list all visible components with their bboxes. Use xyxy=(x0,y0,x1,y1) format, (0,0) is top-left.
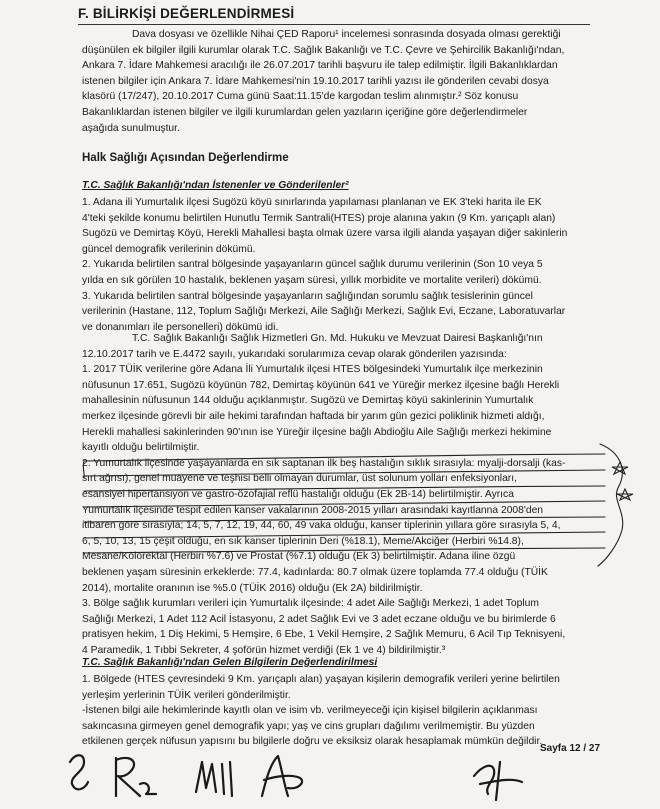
response-line: pratisyen hekim, 1 Diş Hekimi, 5 Hemşire, 6 Ebe, 1 Vekil Hemşire, 2 Sağlık Memuru, 6 Acil Tıp Teknisyeni, xyxy=(82,629,566,641)
page-number: Sayfa 12 / 27 xyxy=(540,743,601,754)
response-line: 6, 5, 10, 13, 15 çeşit olduğu, en sık kanser tiplerinin Deri (%18.1), Meme/Akciğer (Herbiri %14.8), xyxy=(82,535,524,547)
title-underline xyxy=(78,24,590,25)
requested-line: 4'teki şekilde konumu belirtilen Hunutlu Termik Santrali(HTES) proje alanına yakın (9 Km. yarıçaplı alan) xyxy=(82,212,556,224)
response-line: Mesane/Kolorektal (Herbiri %7.6) ve Prostat (%7.1) olduğu (Ek 3) belirtilmiştir. Adana iline özgü xyxy=(82,551,516,563)
signature-mark xyxy=(196,762,232,796)
response-line: sırt ağrısı), genel muayene ve teşhisi belli olmayan durumlar, üst solunum yolları enfeksiyonları, xyxy=(82,473,517,485)
evaluation-line: etkilenen gerçek nüfusun yapısını bu bilgilerle doğru ve eksiksiz olarak hesaplamak mümkün değildir. xyxy=(82,736,543,748)
signature-mark xyxy=(116,758,156,796)
section-title: F. BİLİRKİŞİ DEĞERLENDİRMESİ xyxy=(78,6,295,21)
requested-line: güncel demografik verilerinin dökümü. xyxy=(82,243,256,255)
response-line: 3. Bölge sağlık kurumları verileri için Yumurtalık ilçesinde: 4 adet Aile Sağlığı Merkezi, 1 adet Toplum xyxy=(82,598,539,610)
margin-bracket xyxy=(598,444,623,566)
intro-line: Ankara 7. İdare Mahkemesi aracılığı ile 26.07.2017 tarihli başvuru ile talep edilmiştir. İlgili Bakanlıklardan xyxy=(82,60,558,72)
response-line: 4 Paramedik, 1 Tıbbi Sekreter, 4 şoförün hizmet verdiği (Ek 1 ve 4) bildirilmiştir.³ xyxy=(82,644,446,656)
star-mark xyxy=(612,462,628,474)
requested-items xyxy=(82,195,594,335)
intro-line: Bakanlıklardan istenen bilgiler ve ilgili kurumlardan gelen yazıların içeriğine göre değerlendirmeler xyxy=(82,106,528,118)
signature-strip xyxy=(0,740,660,809)
intro-line: klasörü (17/247), 20.10.2017 Cuma günü Saat:11.15'de kargodan teslim alınmıştır.² Söz konusu xyxy=(82,91,519,103)
evaluation-line: yerleşim yerlerinin TÜİK verileri gönderilmiştir. xyxy=(82,689,291,701)
evaluation-heading: T.C. Sağlık Bakanlığı'ndan Gelen Bilgilerin Değerlendirilmesi xyxy=(82,657,378,668)
evaluation-line: 1. Bölgede (HTES çevresindeki 9 Km. yarıçaplı alan) yaşayan kişilerin demografik verileri yerine belirtilen xyxy=(82,674,560,685)
response-line: beklenen yaşam süresinin erkeklerde: 77.4, kadınlarda: 80.7 olmak üzere toplamda 77.4 olduğu (TÜİK xyxy=(82,566,548,578)
response-line: 2. Yumurtalık ilçesinde yaşayanlarda en sık saptanan ilk beş hastalığın sıklık sırasıyla: myalji-dorsalji (kas- xyxy=(82,457,566,469)
requested-line: 1. Adana ili Yumurtalık ilçesi Sugözü köyü sınırlarında yapılaması planlanan ve EK 3'teki harita ile EK xyxy=(82,197,542,208)
ministry-response xyxy=(82,331,594,658)
signature-mark xyxy=(70,755,88,789)
response-line: 12.10.2017 tarih ve E.4472 sayılı, yukarıdaki sorularımıza cevap olarak gönderilen yazısında: xyxy=(82,348,507,360)
signature-mark xyxy=(474,762,522,800)
response-line: Yumurtalık ilçesinde tespit edilen kanser vakalarının 2008-2015 yılları arasındaki kayıtlanna 2008'den xyxy=(82,504,544,516)
evaluation-line: -İstenen bilgi aile hekimlerinde kayıtlı olan ve isim vb. verilmeyeceği için kişisel bilgilerin açıklanması xyxy=(82,705,538,717)
requested-line: ve donanımları ile personelleri) dökümü idi. xyxy=(82,321,279,333)
intro-line: Dava dosyası ve özellikle Nihai ÇED Raporu¹ incelemesi sonrasında dosyada olması gerektiği xyxy=(132,29,561,40)
requested-line: 2. Yukarıda belirtilen santral bölgesinde yaşayanların güncel sağlık durumu verilerinin (Son 10 veya 5 xyxy=(82,259,543,271)
requested-line: 3. Yukarıda belirtilen santral bölgesinde yaşayanların sağlığından sorumlu sağlık tesislerinin güncel xyxy=(82,290,533,302)
response-line: 1. 2017 TÜİK verilerine göre Adana İli Yumurtalık ilçesi HTES bölgesindeki Yumurtalık ilçe merkezinin xyxy=(82,364,543,376)
evaluation-line: sakıncasına girmeyen genel demografik yapı; yaş ve cins grupları dağılımı verilmemiştir. Bu yüzden xyxy=(82,720,535,732)
response-line: T.C. Sağlık Bakanlığı Sağlık Hizmetleri Gn. Md. Hukuku ve Mevzuat Dairesi Başkanlığı'nın xyxy=(132,333,543,344)
intro-paragraph xyxy=(82,27,594,136)
requested-line: yılda en sık görülen 10 hastalık, beklenen yaşam süresi, yıllık morbidite ve mortalite verileri) dökümü. xyxy=(82,274,542,286)
response-line: itibaren göre sırasıyla; 14, 5, 7, 12, 19, 44, 60, 49 vaka olduğu, kanser tiplerinin yıllara göre sırasıyla 5, 4, xyxy=(82,520,561,532)
star-mark xyxy=(617,489,633,500)
response-line: Herekli mahallesi sakinlerinden 90'ının ise Yüreğir ilçesine bağlı Abdioğlu Aile Sağlığı merkezi hekimine xyxy=(82,426,552,438)
requested-heading: T.C. Sağlık Bakanlığı'ndan İstenenler ve Gönderilenler² xyxy=(82,180,349,191)
intro-line: aşağıda sunulmuştur. xyxy=(82,122,180,134)
intro-line: düşünülen ek bilgiler ilgili kurumlar olarak T.C. Sağlık Bakanlığı ve T.C. Çevre ve Şehircilik Bakanlığı'ndan, xyxy=(82,44,565,56)
response-line: mahallesinin nüfusunun 144 olduğu açıklanmıştır. Sugözü ve Demirtaş köyü sakinlerinin Yumurtalık xyxy=(82,395,534,407)
response-line: 2014), mortalite oranının ise %5.0 (TÜİK 2016) olduğu (Ek 2A) bildirilmiştir. xyxy=(82,582,423,594)
signature-mark xyxy=(262,756,302,796)
evaluation-items xyxy=(82,672,594,750)
response-line: Sağlığı Merkezi, 1 Adet 112 Acil İstasyonu, 2 adet Sağlık Evi ve 3 adet eczane olduğu ve bu birimlerde 6 xyxy=(82,613,556,625)
intro-line: istenen bilgiler için Ankara 7. İdare Mahkemesi'nin 19.10.2017 tarihli yazısı ile gönderilen cevabi dosya xyxy=(82,75,549,87)
response-line: nüfusunun 17.651, Sugözü köyünün 782, Demirtaş köyünün 641 ve Yüreğir merkez ilçesine bağlı Herekli xyxy=(82,379,560,391)
response-line: kayıtlı olduğu belirtilmiştir. xyxy=(82,442,200,454)
response-line: esansiyel hipertansiyon ve gastro-özofajial reflü hastalığı olduğu (Ek 2B-14) belirtilmiştir. Ayrıca xyxy=(82,488,514,500)
requested-line: Sugözü ve Demirtaş Köyü, Herekli Mahallesi başta olmak üzere varsa ilgili alanda yaşayan diğer sakinlerin xyxy=(82,228,568,240)
health-heading: Halk Sağlığı Açısından Değerlendirme xyxy=(82,152,289,164)
response-line: merkez ilçesinde görevli bir aile hekimi tarafından haftada bir yarım gün gezici poliklinik hizmeti aldığı, xyxy=(82,410,545,422)
requested-line: verilerinin (Hastane, 112, Toplum Sağlığı Merkezi, Aile Sağlığı Merkezi, Sağlık Evi, Eczane, Laboratuvarlar xyxy=(82,306,566,318)
